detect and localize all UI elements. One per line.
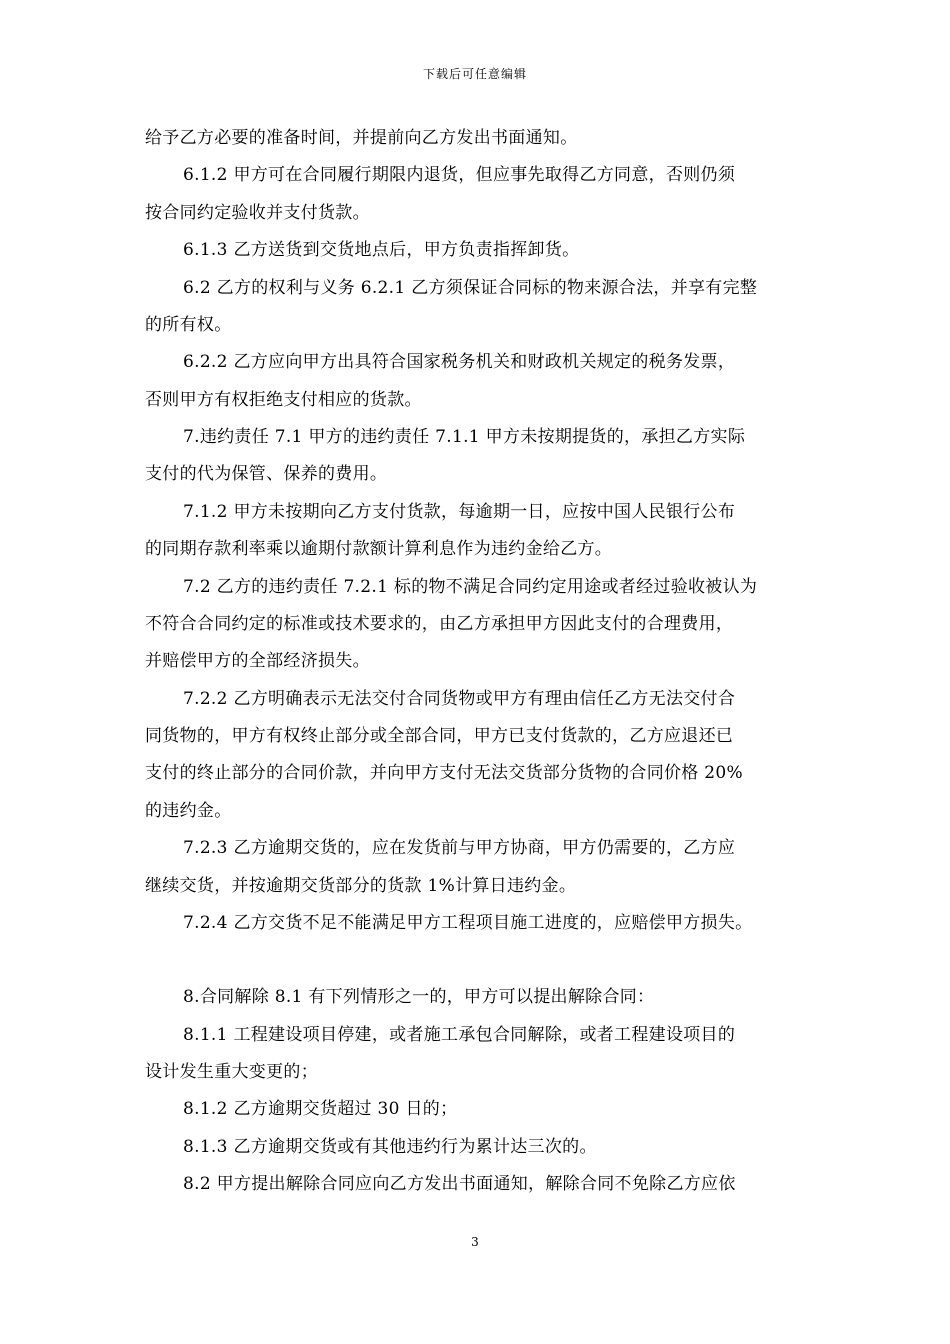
text-line: 同货物的，甲方有权终止部分或全部合同，甲方已支付货款的，乙方应退还已 [145,726,734,746]
text-line: 继续交货，并按逾期交货部分的货款 1%计算日违约金。 [145,876,577,896]
text-line: 7.2.3 乙方逾期交货的，应在发货前与甲方协商，甲方仍需要的，乙方应 [183,838,736,858]
text-line: 6.2.2 乙方应向甲方出具符合国家税务机关和财政机关规定的税务发票， [183,352,736,372]
text-line: 并赔偿甲方的全部经济损失。 [145,651,370,671]
text-line: 6.1.2 甲方可在合同履行期限内退货，但应事先取得乙方同意，否则仍须 [183,165,736,185]
text-line: 按合同约定验收并支付货款。 [145,203,370,223]
text-line: 不符合合同约定的标准或技术要求的，由乙方承担甲方因此支付的合理费用， [145,614,734,634]
text-line: 7.2.2 乙方明确表示无法交付合同货物或甲方有理由信任乙方无法交付合 [183,689,736,709]
page-header: 下载后可任意编辑 [422,67,527,81]
text-line: 设计发生重大变更的； [145,1062,318,1082]
text-line: 7.违约责任 7.1 甲方的违约责任 7.1.1 甲方未按期提货的，承担乙方实际 [183,427,746,447]
text-line: 7.2.4 乙方交货不足不能满足甲方工程项目施工进度的，应赔偿甲方损失。 [183,913,753,933]
text-line: 7.2 乙方的违约责任 7.2.1 标的物不满足合同约定用途或者经过验收被认为 [183,577,758,597]
text-line: 6.1.3 乙方送货到交货地点后，甲方负责指挥卸货。 [183,240,580,260]
text-line: 8.1.1 工程建设项目停建，或者施工承包合同解除，或者工程建设项目的 [183,1025,736,1045]
text-line: 支付的代为保管、保养的费用。 [145,464,388,484]
text-line: 8.2 甲方提出解除合同应向乙方发出书面通知，解除合同不免除乙方应依 [183,1174,736,1194]
text-line: 的同期存款利率乘以逾期付款额计算利息作为违约金给乙方。 [145,539,613,559]
text-line: 8.1.2 乙方逾期交货超过 30 日的； [183,1099,458,1119]
page-number: 3 [471,1235,479,1249]
text-line: 给予乙方必要的准备时间，并提前向乙方发出书面通知。 [145,128,578,148]
text-line: 的所有权。 [145,315,232,335]
text-line: 8.1.3 乙方逾期交货或有其他违约行为累计达三次的。 [183,1137,597,1157]
text-line: 否则甲方有权拒绝支付相应的货款。 [145,390,422,410]
text-line: 8.合同解除 8.1 有下列情形之一的，甲方可以提出解除合同： [183,987,655,1007]
text-line: 的违约金。 [145,801,232,821]
text-line: 7.1.2 甲方未按期向乙方支付货款，每逾期一日，应按中国人民银行公布 [183,502,736,522]
text-line: 6.2 乙方的权利与义务 6.2.1 乙方须保证合同标的物来源合法，并享有完整 [183,278,758,298]
text-line: 支付的终止部分的合同价款，并向甲方支付无法交货部分货物的合同价格 20% [145,763,743,783]
